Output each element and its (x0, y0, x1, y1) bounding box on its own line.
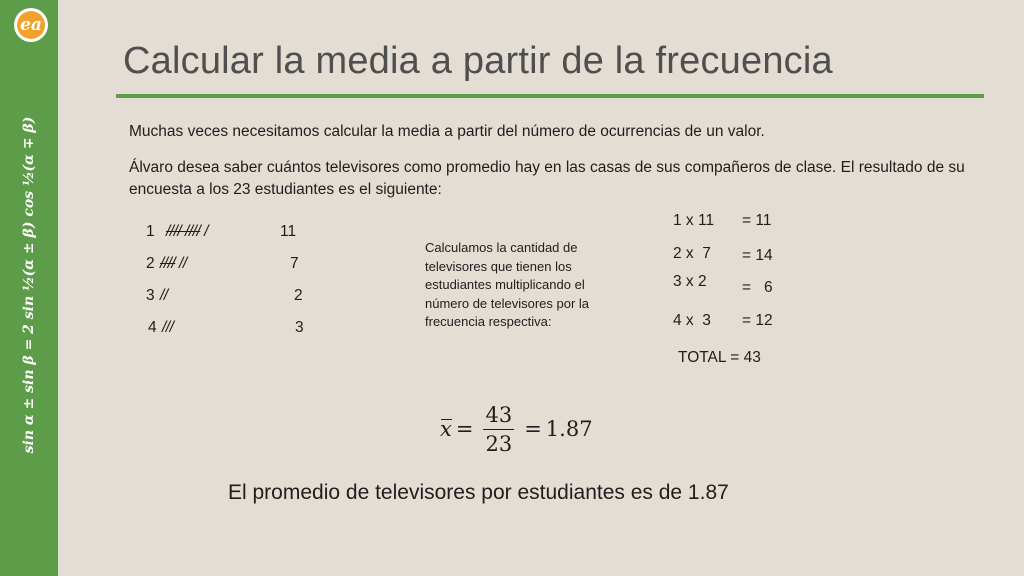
tally-marks-rest: // (160, 287, 168, 304)
title-underline (116, 94, 984, 98)
tally-value: 4 (148, 319, 157, 336)
problem-paragraph: Álvaro desea saber cuántos televisores como promedio hay en las casas de sus compañeros de clase. El resultado de su encuesta a los 23 estudiantes es el siguiente: (129, 159, 965, 198)
tally-value: 1 (146, 223, 155, 240)
product-result: = 6 (742, 279, 773, 296)
logo-mark: ea (17, 11, 45, 39)
logo (14, 8, 48, 42)
product-expression: 3 x 2 (673, 273, 707, 290)
mean-fraction (483, 403, 514, 456)
mean-formula (440, 396, 593, 462)
fraction-numerator: 43 (485, 402, 513, 427)
tally-count: 7 (290, 255, 299, 272)
product-result: = 14 (742, 247, 773, 264)
tally-marks-rest: /// (162, 319, 174, 336)
product-expression: 4 x 3 (673, 312, 711, 329)
tally-value: 2 (146, 255, 155, 272)
mean-symbol: x (440, 417, 452, 441)
product-expression: 2 x 7 (673, 245, 711, 262)
tally-marks (160, 287, 168, 305)
tally-count: 11 (280, 223, 297, 240)
tally-marks (160, 255, 187, 273)
tally-value: 3 (146, 287, 155, 304)
sidebar (0, 0, 58, 576)
tally-marks (162, 319, 173, 337)
fraction-denominator: 23 (483, 429, 514, 456)
equals-sign: = (524, 417, 542, 441)
tally-marks-rest: // (175, 255, 187, 272)
mean-result: 1.87 (545, 417, 593, 441)
product-result: = 12 (742, 312, 773, 329)
tally-marks-struck: //// //// (166, 223, 201, 240)
product-expression: 1 x 11 (673, 212, 715, 229)
equals-sign: = (455, 417, 474, 441)
tally-count: 2 (294, 287, 303, 304)
product-result: = 11 (742, 212, 772, 229)
tally-marks-rest: / (200, 223, 208, 240)
intro-paragraph: Muchas veces necesitamos calcular la media a partir del número de ocurrencias de un valor. (129, 123, 765, 140)
total-label: TOTAL = 43 (678, 349, 761, 366)
page-title: Calcular la media a partir de la frecuencia (123, 40, 833, 82)
tally-marks (166, 223, 208, 241)
calculation-note: Calculamos la cantidad de televisores que tienen los estudiantes multiplicando el número de televisores por la frecuencia respectiva: (425, 240, 590, 329)
conclusion-text: El promedio de televisores por estudiantes es de 1.87 (228, 481, 729, 504)
tally-marks-struck: //// (160, 255, 176, 272)
tally-count: 3 (295, 319, 304, 336)
sidebar-formula: sin α ± sin β = 2 sin ½(α ± β) cos ½(α ∓ β) (21, 116, 37, 454)
